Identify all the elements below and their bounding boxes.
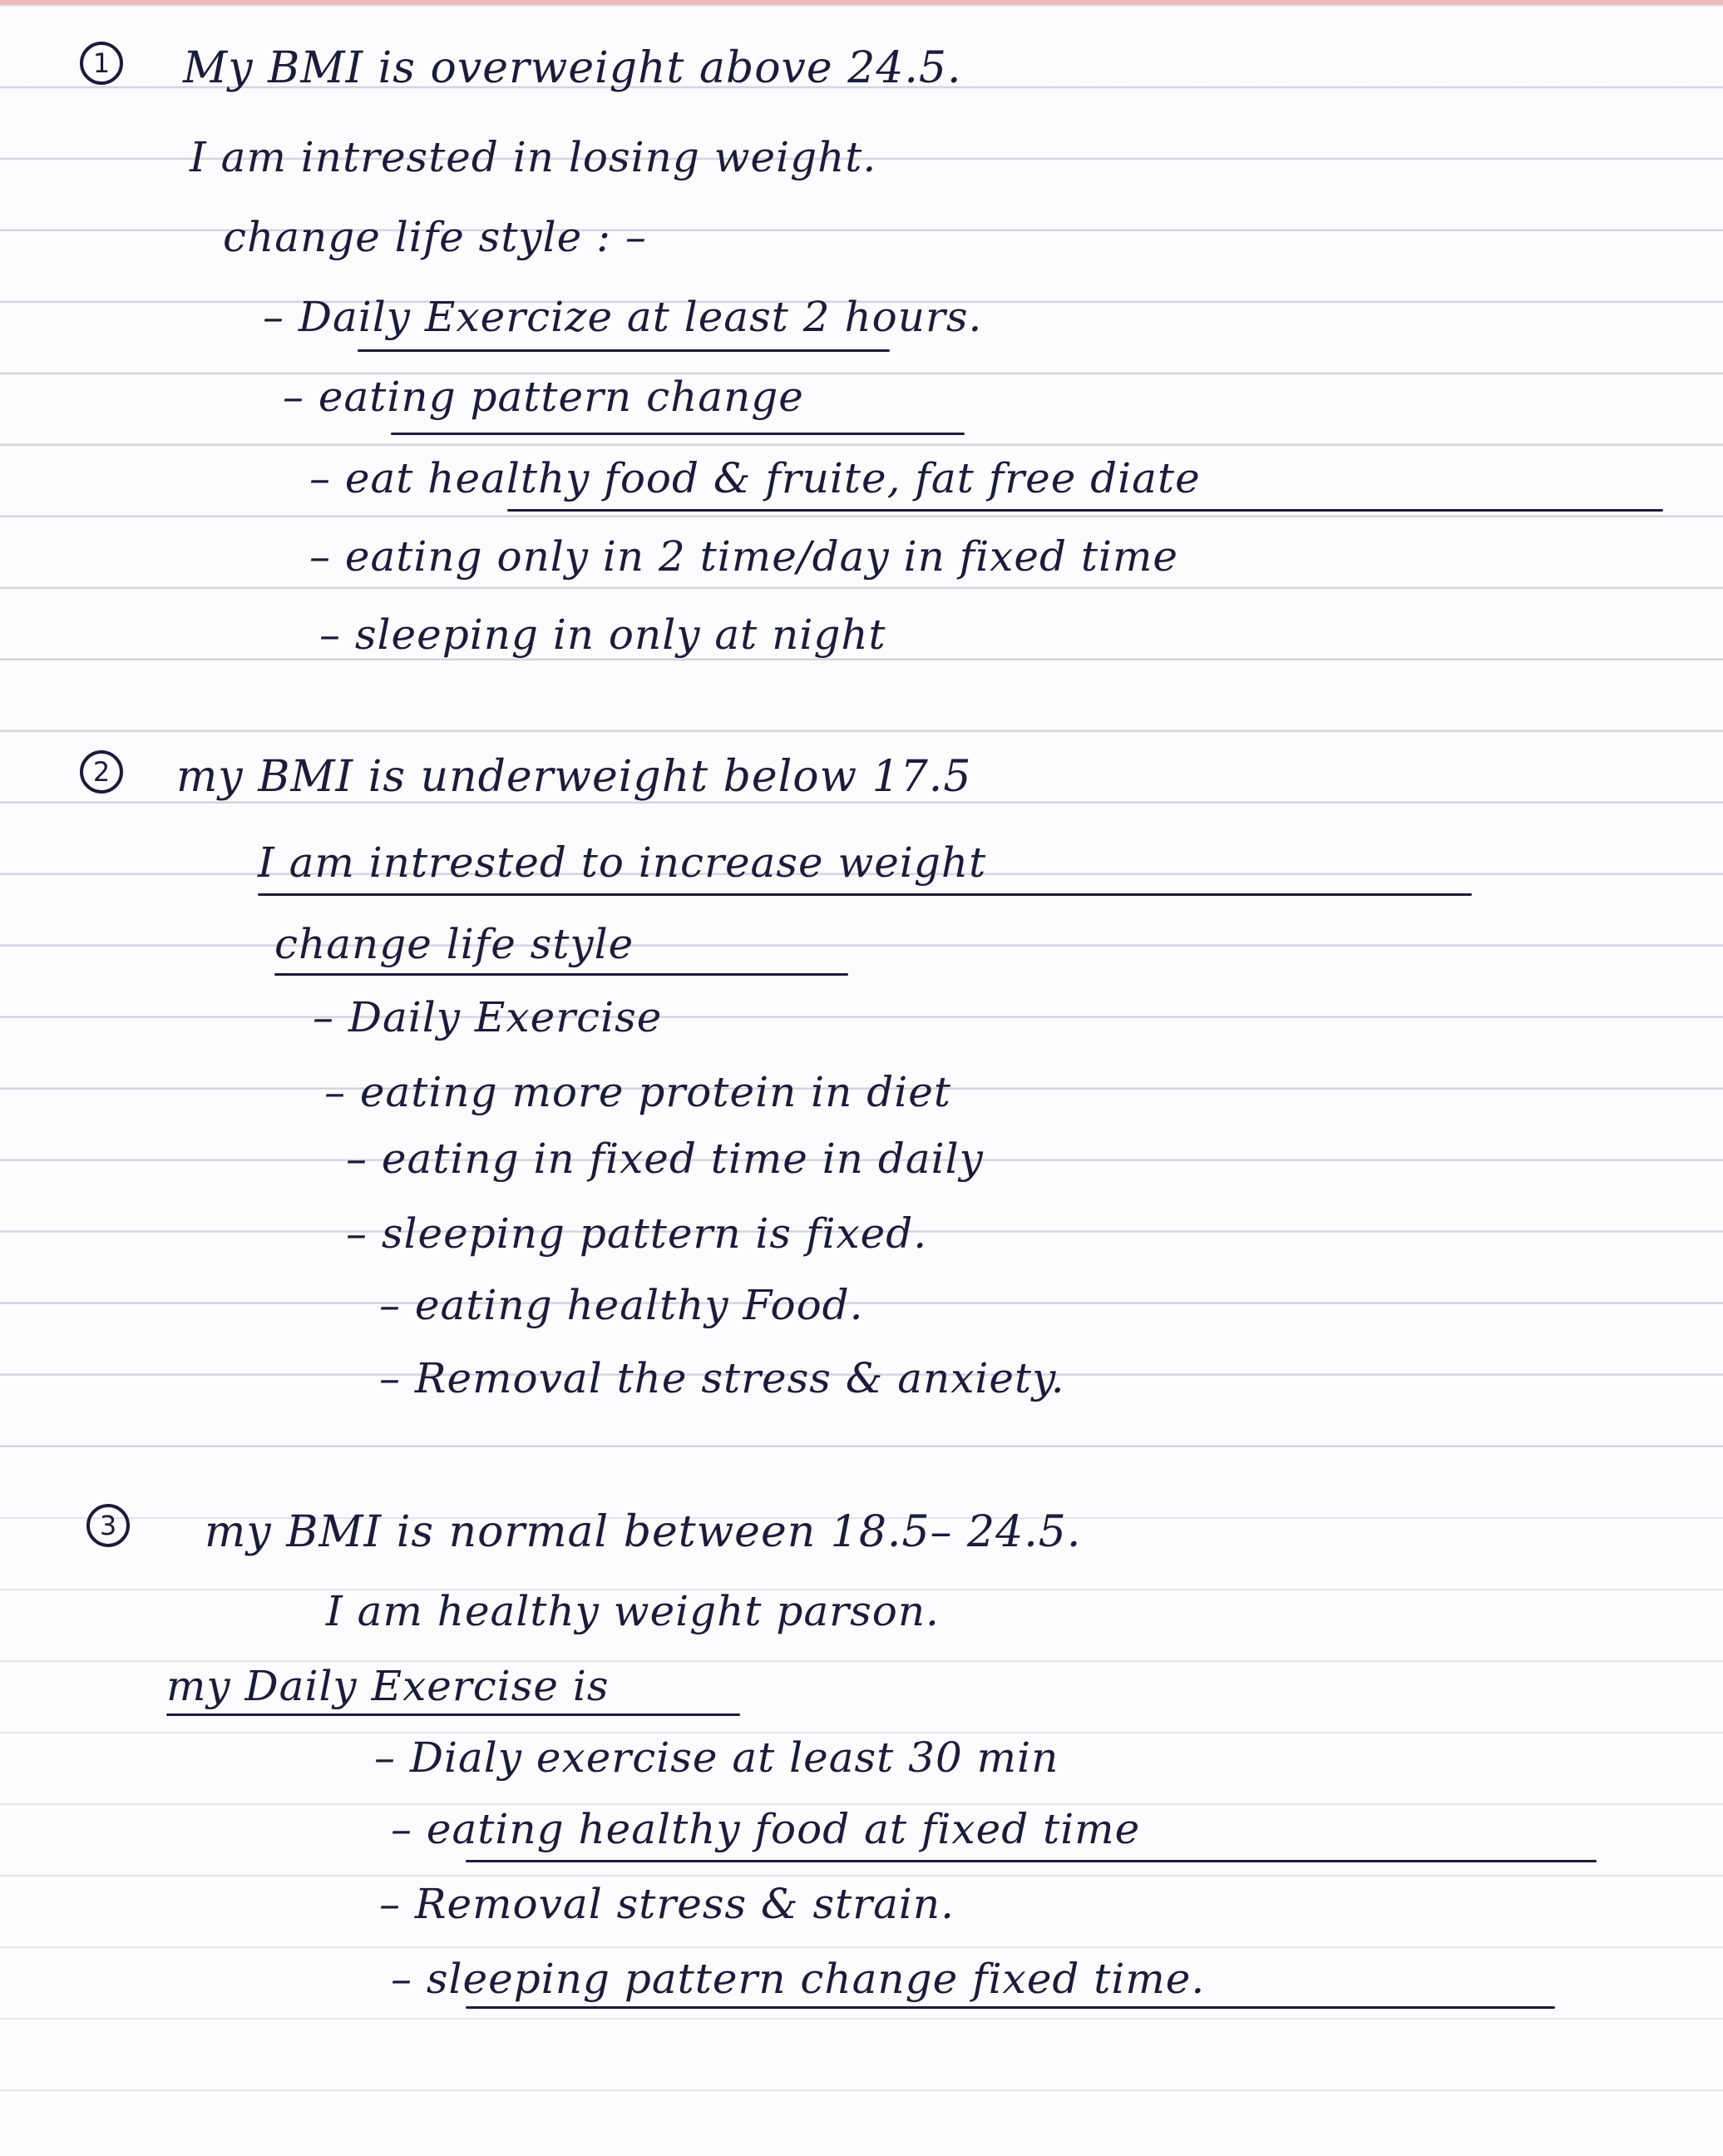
section-2-heading: my BMI is underweight below 17.5 <box>176 752 972 802</box>
underline-section-2-style <box>274 973 848 976</box>
section-3-bullet-1: – Dialy exercise at least 30 min <box>374 1733 1059 1782</box>
section-2-bullet-3: – eating in fixed time in daily <box>346 1135 984 1183</box>
section-1-line-3: change life style : – <box>223 213 647 261</box>
section-2-bullet-2: – eating more protein in diet <box>324 1068 951 1116</box>
underline-section-3-sleeping <box>466 2006 1555 2009</box>
section-3-number-badge: 3 <box>86 1504 130 1547</box>
section-2-bullet-4: – sleeping pattern is fixed. <box>346 1209 928 1258</box>
section-3-bullet-2: – eating healthy food at fixed time <box>391 1805 1141 1853</box>
section-2-line-3: change life style <box>274 920 634 968</box>
underline-section-3-healthy-food <box>466 1860 1597 1862</box>
top-margin-rule <box>0 0 1723 5</box>
section-3-bullet-3: – Removal stress & strain. <box>379 1880 955 1928</box>
section-2-bullet-1: – Daily Exercise <box>313 993 663 1041</box>
underline-section-1-fruite <box>507 509 1663 512</box>
underline-section-2-intrested <box>258 893 1472 896</box>
section-2-bullet-5: – eating healthy Food. <box>379 1281 864 1329</box>
section-1-bullet-3: – eat healthy food & fruite, fat free diate <box>309 454 1201 502</box>
section-1-heading: My BMI is overweight above 24.5. <box>183 43 962 93</box>
section-3-line-2: I am healthy weight parson. <box>326 1587 940 1635</box>
underline-section-1-eating <box>391 433 965 435</box>
section-1-bullet-4: – eating only in 2 time/day in fixed time <box>309 532 1178 581</box>
section-1-bullet-1: – Daily Exercize at least 2 hours. <box>263 293 983 341</box>
underline-section-1-daily <box>358 349 890 352</box>
section-1-bullet-5: – sleeping in only at night <box>319 611 886 659</box>
underline-section-3-exercise <box>166 1713 740 1716</box>
section-2-number-badge: 2 <box>80 750 123 794</box>
section-3-line-3: my Daily Exercise is <box>166 1662 610 1710</box>
section-2-bullet-6: – Removal the stress & anxiety. <box>379 1354 1065 1402</box>
section-1-number-badge: 1 <box>80 42 123 85</box>
section-3-bullet-4: – sleeping pattern change fixed time. <box>391 1955 1206 2003</box>
section-1-line-2: I am intrested in losing weight. <box>190 133 877 181</box>
section-2-line-2: I am intrested to increase weight <box>258 838 987 887</box>
section-3-heading: my BMI is normal between 18.5– 24.5. <box>205 1507 1082 1557</box>
section-1-bullet-2: – eating pattern change <box>283 373 804 421</box>
